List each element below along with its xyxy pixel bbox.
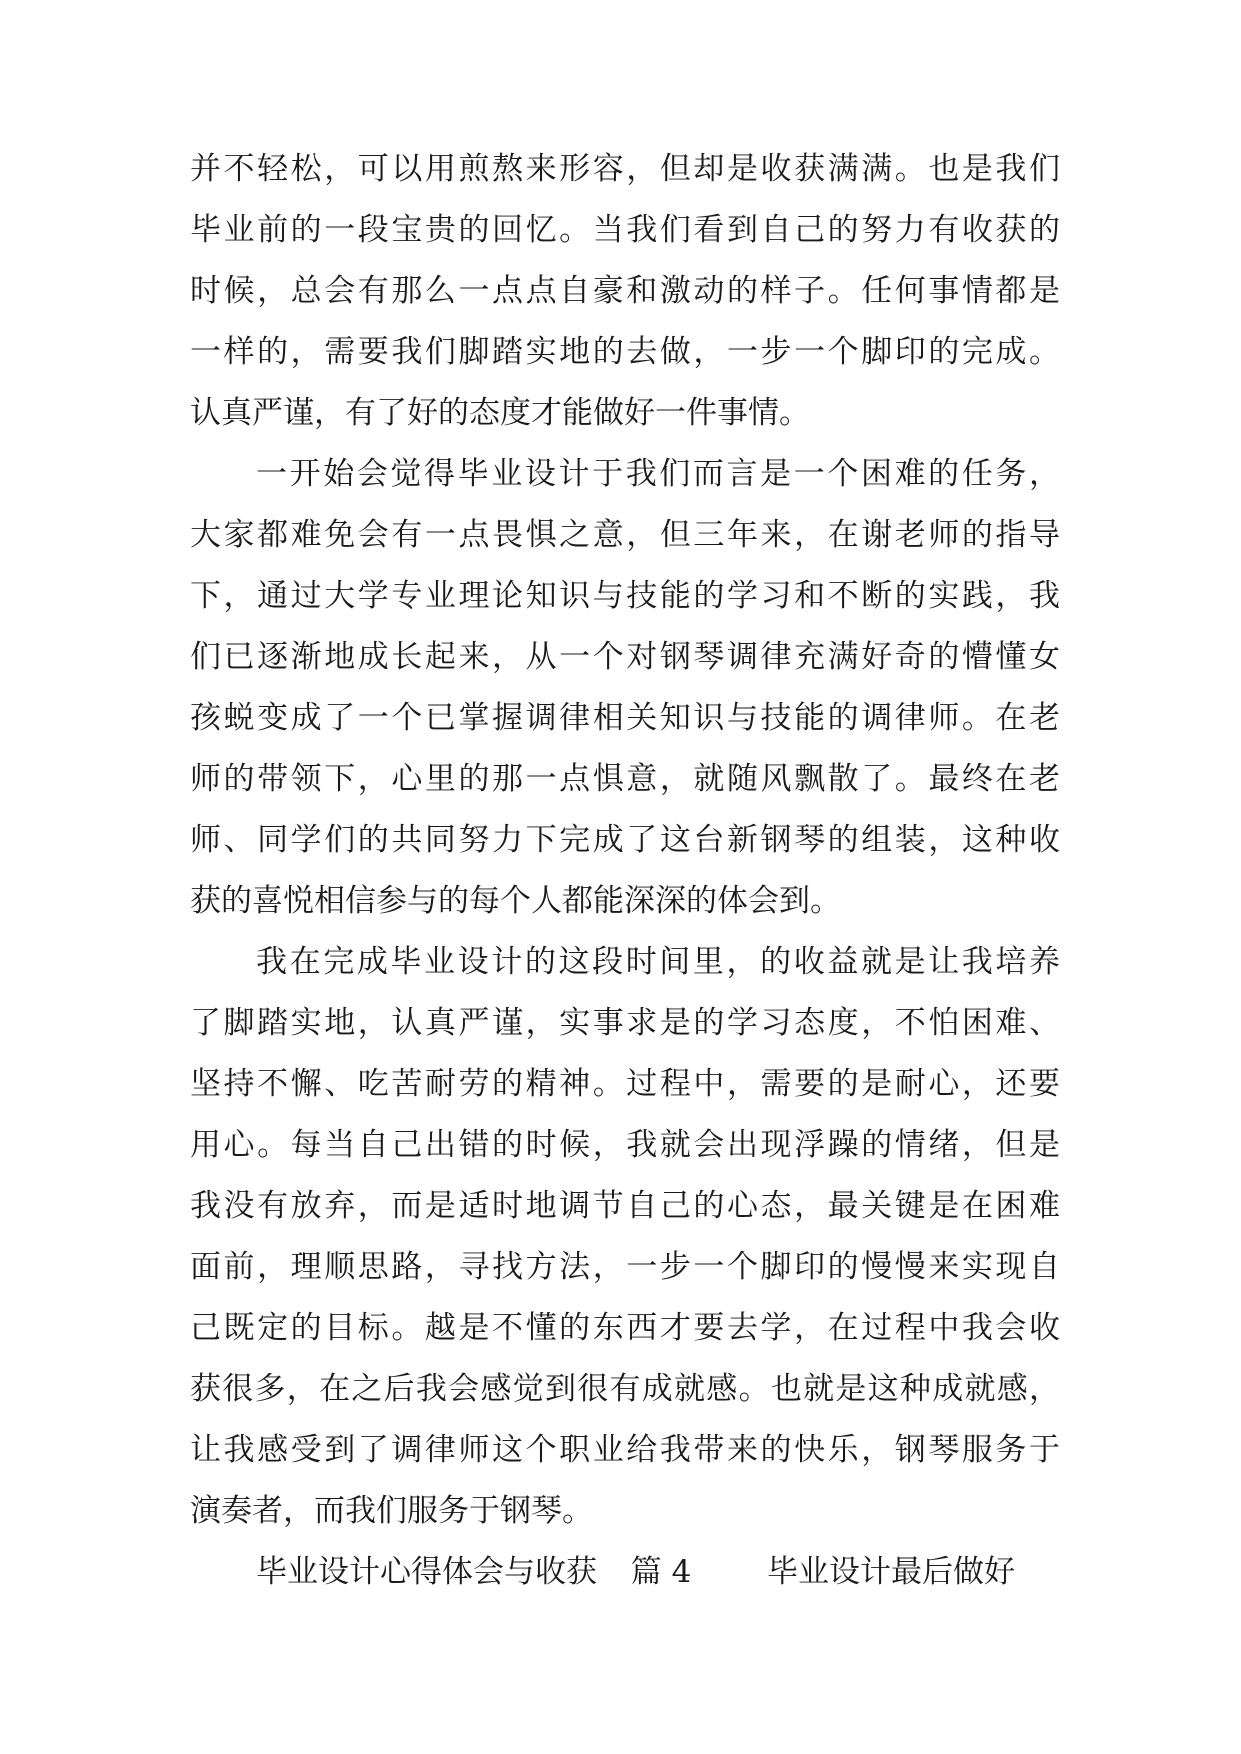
text-line: 师、同学们的共同努力下完成了这台新钢琴的组装，这种收 <box>190 822 1060 858</box>
text-line: 我在完成毕业设计的这段时间里，的收益就是让我培养 <box>256 944 1060 980</box>
text-line: 毕业前的一段宝贵的回忆。当我们看到自己的努力有收获的 <box>190 212 1060 248</box>
text-line: 一开始会觉得毕业设计于我们而言是一个困难的任务， <box>256 456 1060 492</box>
text-line: 获的喜悦相信参与的每个人都能深深的体会到。 <box>190 883 841 919</box>
section-title: 毕业设计心得体会与收获 <box>256 1554 597 1590</box>
document-body <box>190 139 1060 1603</box>
text-line: 师的带领下，心里的那一点惧意，就随风飘散了。最终在老 <box>190 761 1060 797</box>
section-continuation-text: 毕业设计最后做好 <box>767 1554 1016 1590</box>
text-line: 坚持不懈、吃苦耐劳的精神。过程中，需要的是耐心，还要 <box>190 1066 1060 1102</box>
text-line: 孩蜕变成了一个已掌握调律相关知识与技能的调律师。在老 <box>190 700 1060 736</box>
text-line: 并不轻松，可以用煎熬来形容，但却是收获满满。也是我们 <box>190 151 1060 187</box>
paragraph-2 <box>190 444 1060 932</box>
text-line: 用心。每当自己出错的时候，我就会出现浮躁的情绪，但是 <box>190 1127 1060 1163</box>
text-line: 己既定的目标。越是不懂的东西才要去学，在过程中我会收 <box>190 1310 1060 1346</box>
paragraph-3 <box>190 932 1060 1542</box>
text-line: 大家都难免会有一点畏惧之意，但三年来，在谢老师的指导 <box>190 517 1060 553</box>
section-heading-line <box>190 1542 1060 1603</box>
text-line: 认真严谨，有了好的态度才能做好一件事情。 <box>190 395 810 431</box>
section-number: 篇 4 <box>630 1554 692 1590</box>
text-line: 面前，理顺思路，寻找方法，一步一个脚印的慢慢来实现自 <box>190 1249 1060 1285</box>
text-line: 一样的，需要我们脚踏实地的去做，一步一个脚印的完成。 <box>190 334 1060 370</box>
text-line: 们已逐渐地成长起来，从一个对钢琴调律充满好奇的懵懂女 <box>190 639 1060 675</box>
text-line: 我没有放弃，而是适时地调节自己的心态，最关键是在困难 <box>190 1188 1060 1224</box>
text-line: 演奏者，而我们服务于钢琴。 <box>190 1493 593 1529</box>
text-line: 了脚踏实地，认真严谨，实事求是的学习态度，不怕困难、 <box>190 1005 1060 1041</box>
text-line: 时候，总会有那么一点点自豪和激动的样子。任何事情都是 <box>190 273 1060 309</box>
text-line: 让我感受到了调律师这个职业给我带来的快乐，钢琴服务于 <box>190 1432 1060 1468</box>
text-line: 获很多，在之后我会感觉到很有成就感。也就是这种成就感， <box>190 1371 1060 1407</box>
text-line: 下，通过大学专业理论知识与技能的学习和不断的实践，我 <box>190 578 1060 614</box>
paragraph-1 <box>190 139 1060 444</box>
